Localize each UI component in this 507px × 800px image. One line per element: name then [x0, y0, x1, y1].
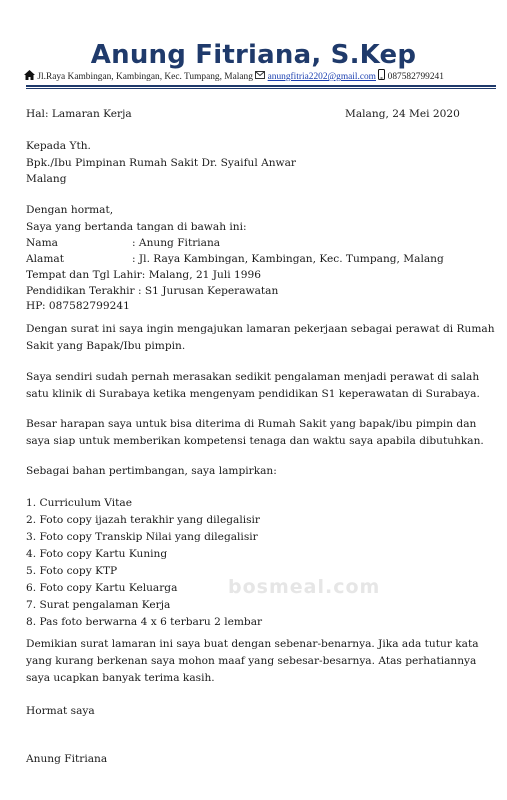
- header-rule-thick: [26, 85, 496, 87]
- list-item: 1. Curriculum Vitae: [26, 497, 132, 509]
- list-item: 2. Foto copy ijazah terakhir yang dilegalisir: [26, 514, 260, 526]
- mail-icon: [255, 70, 265, 84]
- detail-row: [26, 299, 130, 314]
- list-item: 3. Foto copy Transkip Nilai yang dilegalisir: [26, 531, 258, 543]
- detail-label: Nama: [26, 237, 58, 249]
- detail-value: : Jl. Raya Kambingan, Kambingan, Kec. Tumpang, Malang: [132, 253, 444, 265]
- list-item: 7. Surat pengalaman Kerja: [26, 599, 171, 611]
- watermark: bosmeal.com: [228, 576, 381, 598]
- detail-value: : S1 Jurusan Keperawatan: [137, 285, 279, 297]
- paragraph-closing: Demikian surat lamaran ini saya buat dengan sebenar-benarnya. Jika ada tutur kata yang kurang berkenan saya mohon maaf yang sebesar-besarnya. Atas perhatiannya saya ucapkan banyak terima kasih.: [26, 638, 479, 684]
- detail-label: Alamat: [26, 253, 64, 265]
- detail-row: [26, 268, 261, 283]
- detail-row: [26, 252, 444, 267]
- phone-text: 087582799241: [387, 72, 444, 83]
- greeting: Dengan hormat,: [26, 204, 114, 216]
- paragraph-application: Dengan surat ini saya ingin mengajukan lamaran pekerjaan sebagai perawat di Rumah Sakit yang Bapak/Ibu pimpin.: [26, 323, 495, 352]
- recipient-line-3: Malang: [26, 173, 67, 185]
- paragraph-hope: Besar harapan saya untuk bisa diterima di Rumah Sakit yang bapak/ibu pimpin dan saya siap untuk memberikan kompetensi tenaga dan waktu saya apabila dibutuhkan.: [26, 418, 484, 447]
- intro-line: Saya yang bertanda tangan di bawah ini:: [26, 221, 247, 233]
- closing-salutation: Hormat saya: [26, 705, 95, 717]
- recipient-line-1: Kepada Yth.: [26, 140, 91, 152]
- subject-line: Hal: Lamaran Kerja: [26, 108, 132, 120]
- detail-value: : 087582799241: [42, 300, 130, 312]
- address-text: Jl.Raya Kambingan, Kambingan, Kec. Tumpang, Malang: [37, 72, 253, 83]
- signature-name: Anung Fitriana: [26, 753, 108, 765]
- place-date: Malang, 24 Mei 2020: [345, 108, 460, 120]
- list-item: 8. Pas foto berwarna 4 x 6 terbaru 2 lembar: [26, 616, 263, 628]
- detail-value: : Anung Fitriana: [132, 237, 221, 249]
- detail-value: : Malang, 21 Juli 1996: [141, 269, 261, 281]
- detail-row: [26, 284, 278, 299]
- detail-label: HP: [26, 300, 42, 312]
- detail-label: Pendidikan Terakhir: [26, 285, 135, 297]
- list-item: 5. Foto copy KTP: [26, 565, 118, 577]
- list-item: 4. Foto copy Kartu Kuning: [26, 548, 168, 560]
- list-item: 6. Foto copy Kartu Keluarga: [26, 582, 178, 594]
- home-icon: [24, 70, 35, 85]
- detail-label: Tempat dan Tgl Lahir: [26, 269, 142, 281]
- phone-icon: [378, 69, 385, 85]
- detail-row: [26, 236, 220, 251]
- header-rule-thin: [26, 88, 496, 89]
- contact-line: [24, 69, 494, 85]
- email-link[interactable]: anungfitria2202@gmail.com: [267, 72, 376, 83]
- sender-name-heading: Anung Fitriana, S.Kep: [90, 40, 417, 70]
- recipient-line-2: Bpk./Ibu Pimpinan Rumah Sakit Dr. Syaiful Anwar: [26, 157, 296, 169]
- paragraph-experience: Saya sendiri sudah pernah merasakan sedikit pengalaman menjadi perawat di salah satu klinik di Surabaya ketika mengenyam pendidikan S1 keperawatan di Surabaya.: [26, 371, 480, 400]
- attachments-list: [26, 495, 262, 631]
- attachments-intro: Sebagai bahan pertimbangan, saya lampirkan:: [26, 465, 277, 477]
